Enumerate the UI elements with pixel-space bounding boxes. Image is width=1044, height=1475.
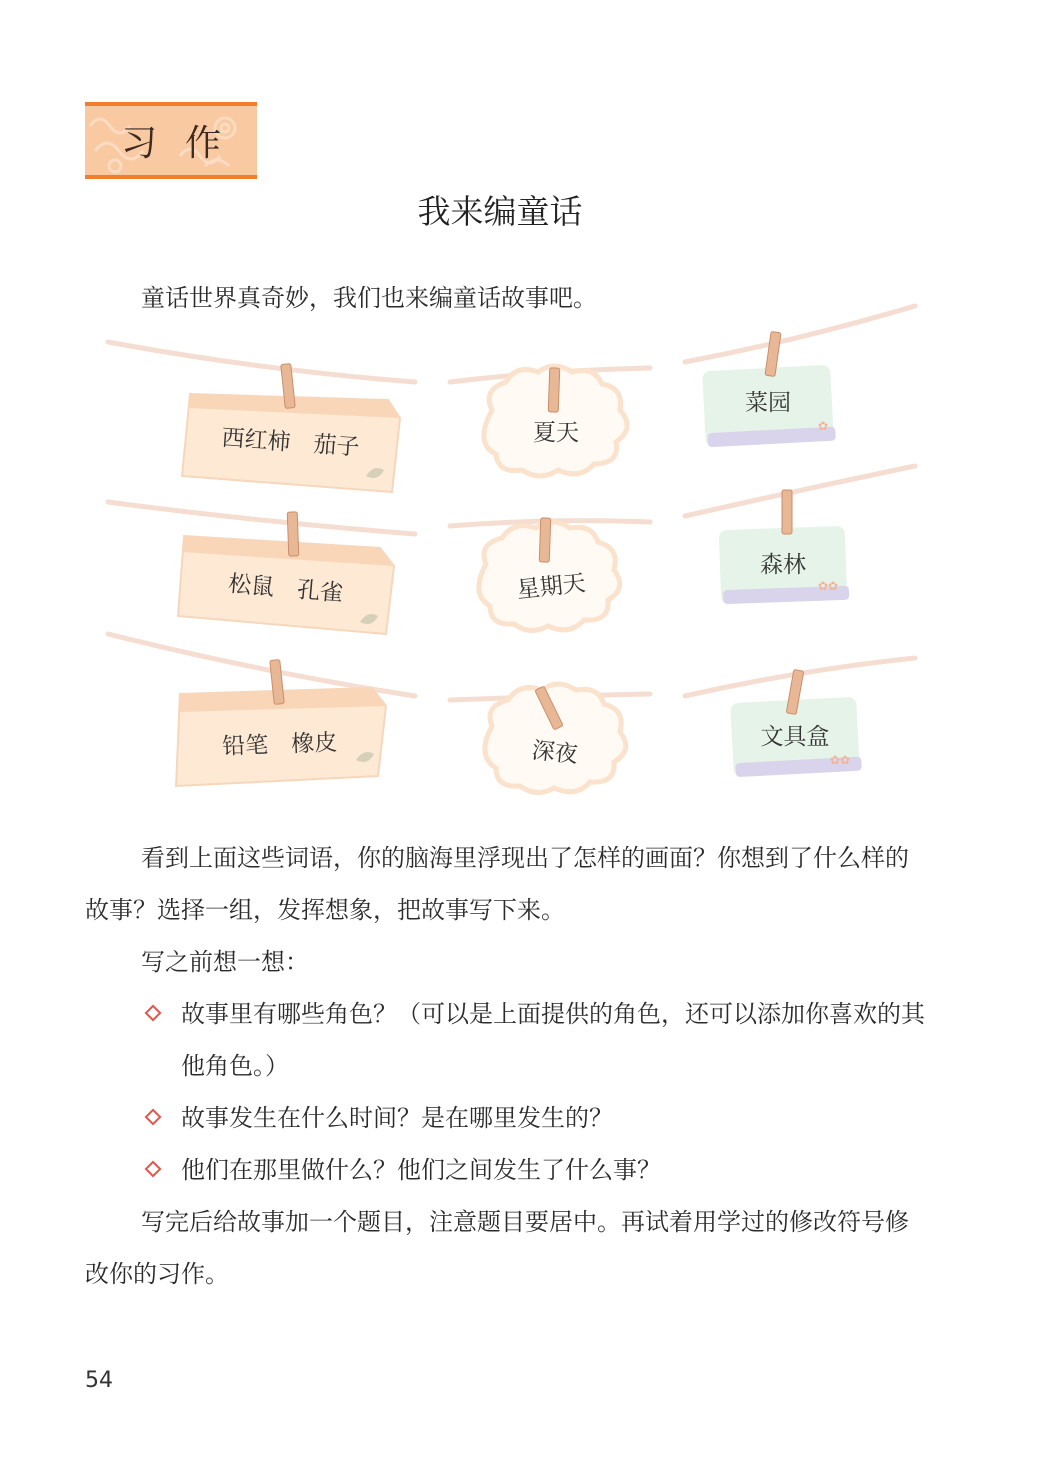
hanging-strings [108,306,915,700]
diamond-bullet-icon [145,1161,162,1178]
page-title: 我来编童话 [417,192,583,231]
bullet-text: 故事发生在什么时间？是在哪里发生的？ [181,1104,613,1132]
clothespin-icon [782,490,792,534]
list-item [141,1144,931,1196]
card-time-1-text: 夏天 [533,420,579,446]
section-badge [85,102,257,179]
card-characters-3-text: 铅笔 橡皮 [221,730,338,761]
cloud-card-time-3 [485,684,626,793]
bullet-list [141,988,931,1196]
clothespin-icon [287,512,299,556]
clothespin-icon [539,518,551,562]
card-place-3-text: 文具盒 [760,724,830,750]
card-place-2 [719,526,850,604]
bullet-text: 他们在那里做什么？他们之间发生了什么事？ [181,1156,661,1184]
body-paragraph-1: 看到上面这些词语，你的脑海里浮现出了怎样的画面？你想到了什么样的故事？选择一组，发挥想象，把故事写下来。 [85,844,909,924]
diamond-bullet-icon [145,1005,162,1022]
intro-text: 童话世界真奇妙，我们也来编童话故事吧。 [141,284,597,312]
card-place-1 [702,365,836,448]
section-label: 习作 [120,123,249,164]
list-item [141,988,931,1092]
card-characters-2-text: 松鼠 孔雀 [227,571,345,607]
svg-text:✿: ✿ [818,419,829,433]
card-place-2-text: 森林 [760,552,806,578]
diamond-bullet-icon [145,1109,162,1126]
svg-text:✿✿: ✿✿ [818,579,839,593]
card-time-2-text: 星期天 [515,570,587,604]
word-cards-illustration [0,290,1044,820]
card-time-3-text: 深夜 [530,737,579,769]
prompt-text: 写之前想一想： [141,948,309,976]
clothespin-icon [548,368,560,412]
bullet-text: 故事里有哪些角色？（可以是上面提供的角色，还可以添加你喜欢的其他角色。） [181,1000,925,1080]
card-characters-1 [182,394,400,492]
card-characters-1-text: 西红柿 茄子 [220,425,361,461]
body-paragraph-2: 写完后给故事加一个题目，注意题目要居中。再试着用学过的修改符号修改你的习作。 [85,1208,909,1288]
card-place-1-text: 菜园 [745,390,791,416]
card-characters-2 [178,536,394,634]
svg-text:✿✿: ✿✿ [830,753,851,767]
list-item [141,1092,931,1144]
page-number: 54 [85,1368,113,1393]
